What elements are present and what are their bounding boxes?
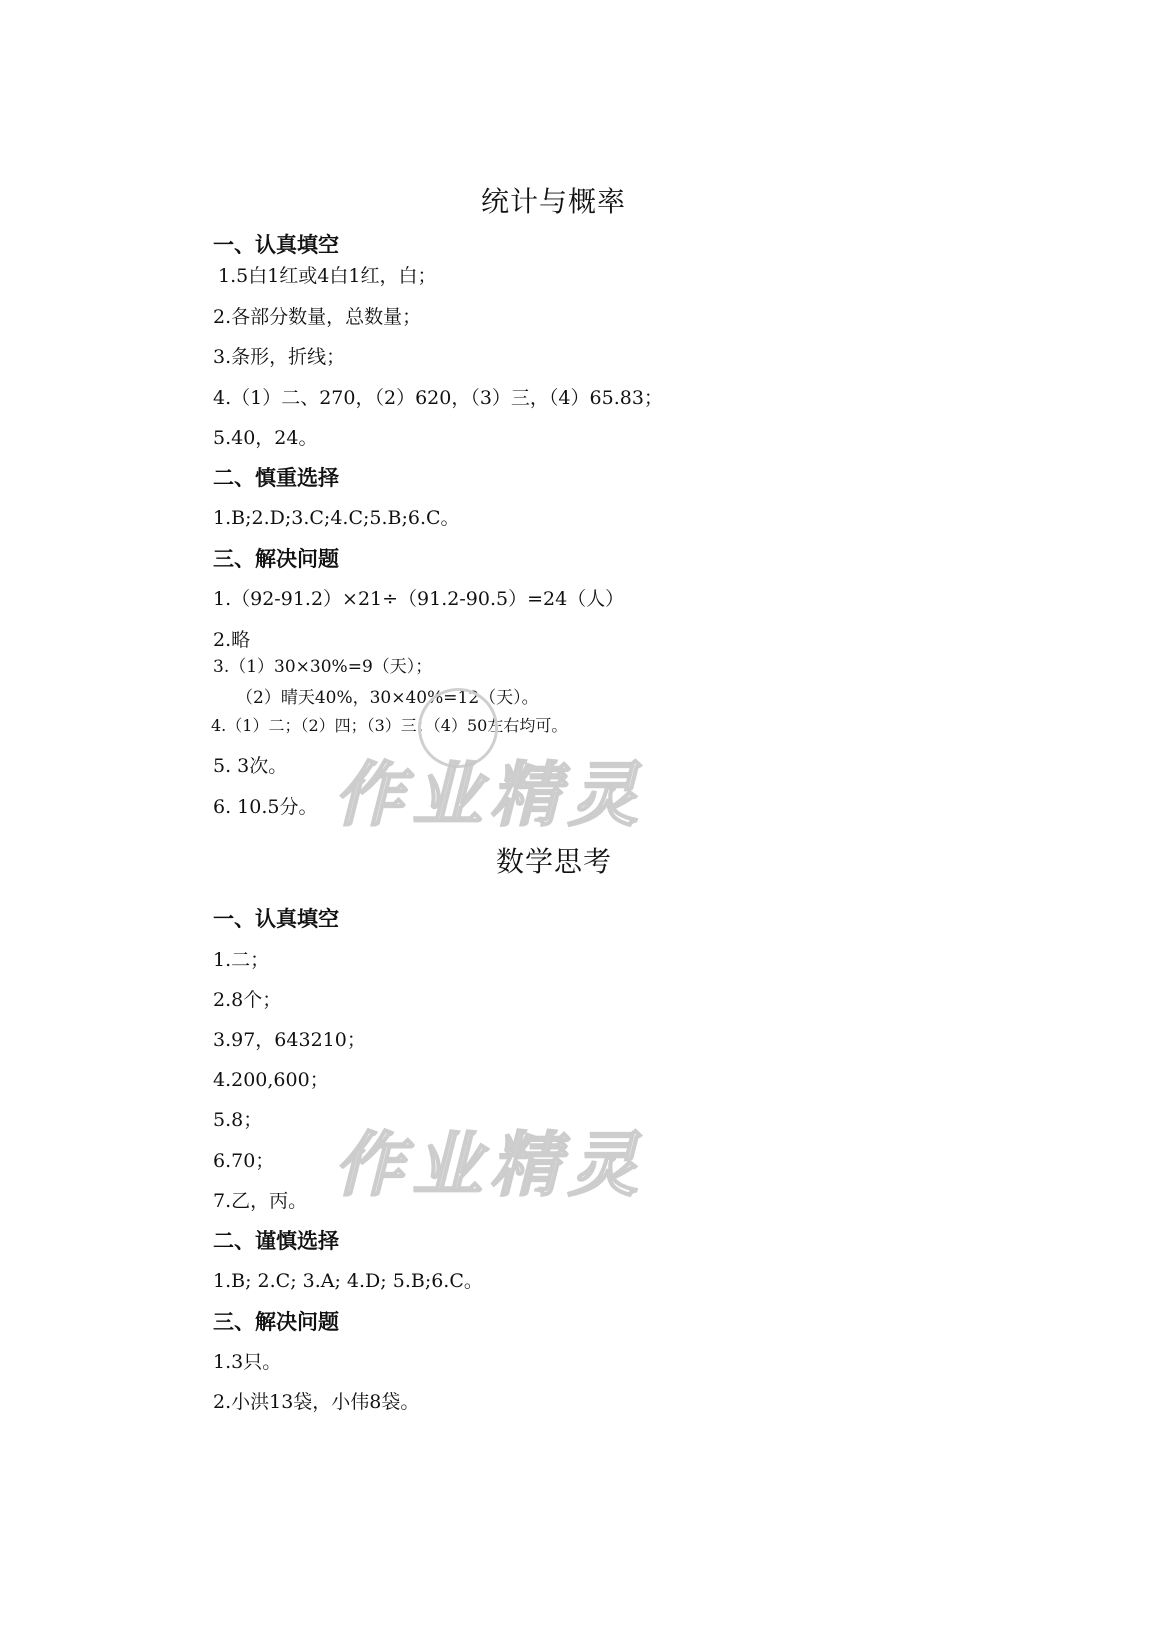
- section-heading: 三、解决问题: [213, 547, 339, 571]
- answer-line: 5.40，24。: [213, 427, 318, 449]
- answer-line: 1.B; 2.C; 3.A; 4.D; 5.B;6.C。: [213, 1270, 483, 1292]
- answer-line: 3.（1）30×30%=9（天）；: [213, 657, 433, 677]
- watermark: 作业精灵: [334, 1123, 646, 1206]
- answer-line: 5. 3次。: [213, 755, 288, 777]
- answer-line: 1.3只。: [213, 1351, 282, 1373]
- answer-line: 4.（1）二；（2）四；（3）三；（4）50左右均可。: [211, 716, 568, 735]
- answer-line: 2.各部分数量，总数量；: [213, 306, 422, 328]
- answer-line: 1.（92-91.2）×21÷（91.2-90.5）=24（人）: [213, 588, 625, 610]
- answer-line: 5.8；: [213, 1109, 263, 1131]
- answer-line: 4.（1）二、270，（2）620，（3）三，（4）65.83；: [213, 387, 663, 409]
- answer-line: （2）晴天40%，30×40%=12（天）。: [236, 688, 539, 708]
- section-heading: 三、解决问题: [213, 1310, 339, 1334]
- answer-line: 1.二；: [213, 949, 270, 971]
- answer-line: 2.小洪13袋，小伟8袋。: [213, 1391, 420, 1413]
- answer-line: 6. 10.5分。: [213, 796, 318, 818]
- answer-line: 6.70；: [213, 1150, 275, 1172]
- section-heading: 一、认真填空: [213, 233, 339, 257]
- watermark: 作业精灵: [334, 753, 646, 836]
- answer-line: 2.8个；: [213, 989, 282, 1011]
- answer-line: 3.条形，折线；: [213, 346, 346, 368]
- answer-line: 4.200,600；: [213, 1069, 329, 1091]
- answer-line: 3.97，643210；: [213, 1029, 366, 1051]
- section-heading: 二、谨慎选择: [213, 1229, 339, 1253]
- section-heading: 一、认真填空: [213, 907, 339, 931]
- answer-line: 1.5白1红或4白1红，白；: [218, 265, 437, 287]
- section-title: 数学思考: [496, 845, 613, 878]
- section-heading: 二、慎重选择: [213, 466, 339, 490]
- answer-line: 1.B;2.D;3.C;4.C;5.B;6.C。: [213, 507, 460, 529]
- answer-line: 2.略: [213, 629, 251, 651]
- answer-line: 7.乙，丙。: [213, 1190, 308, 1212]
- section-title: 统计与概率: [481, 185, 627, 218]
